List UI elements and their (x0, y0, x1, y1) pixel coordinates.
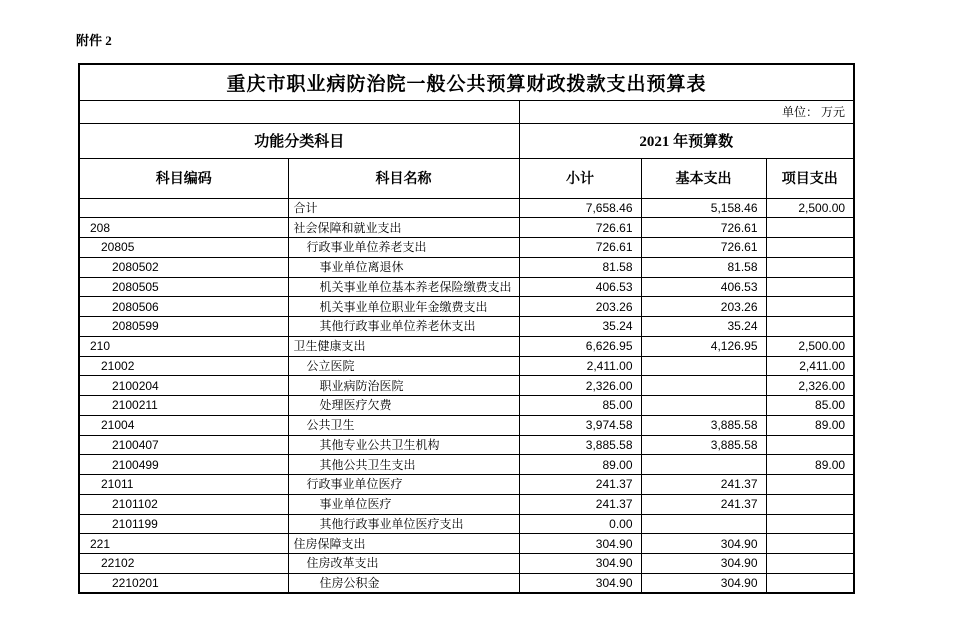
subject-code-cell: 2101199 (79, 514, 288, 534)
subtotal-cell: 2,411.00 (519, 356, 641, 376)
subject-name-cell: 其他专业公共卫生机构 (288, 435, 519, 455)
subject-code-cell: 22102 (79, 554, 288, 574)
basic-expense-cell: 5,158.46 (641, 198, 766, 218)
subject-code-cell: 2080599 (79, 317, 288, 337)
col-header-subject-code: 科目编码 (79, 158, 288, 198)
basic-expense-cell (641, 396, 766, 416)
basic-expense-cell: 726.61 (641, 218, 766, 238)
unit-row-empty-cell (79, 100, 519, 123)
table-row (79, 435, 854, 455)
subject-name-cell: 住房公积金 (288, 573, 519, 593)
subject-code-cell: 221 (79, 534, 288, 554)
basic-expense-cell: 81.58 (641, 257, 766, 277)
subject-name-cell: 机关事业单位基本养老保险缴费支出 (288, 277, 519, 297)
project-expense-cell (766, 475, 854, 495)
subtotal-cell: 3,974.58 (519, 415, 641, 435)
table-row (79, 218, 854, 238)
subtotal-cell: 6,626.95 (519, 336, 641, 356)
group-header-function-subjects: 功能分类科目 (79, 123, 519, 158)
subtotal-cell: 406.53 (519, 277, 641, 297)
subtotal-cell: 89.00 (519, 455, 641, 475)
table-row (79, 554, 854, 574)
project-expense-cell (766, 534, 854, 554)
subtotal-cell: 35.24 (519, 317, 641, 337)
project-expense-cell: 2,326.00 (766, 376, 854, 396)
subject-name-cell: 住房改革支出 (288, 554, 519, 574)
table-row (79, 376, 854, 396)
subtotal-cell: 0.00 (519, 514, 641, 534)
subject-name-cell: 公立医院 (288, 356, 519, 376)
basic-expense-cell (641, 514, 766, 534)
basic-expense-cell (641, 376, 766, 396)
project-expense-cell: 2,500.00 (766, 198, 854, 218)
subject-code-cell: 2080502 (79, 257, 288, 277)
subject-code-cell: 21004 (79, 415, 288, 435)
subtotal-cell: 3,885.58 (519, 435, 641, 455)
col-header-basic-expense: 基本支出 (641, 158, 766, 198)
basic-expense-cell: 241.37 (641, 475, 766, 495)
subject-code-cell: 21011 (79, 475, 288, 495)
subject-code-cell: 20805 (79, 238, 288, 258)
subtotal-cell: 7,658.46 (519, 198, 641, 218)
project-expense-cell: 2,500.00 (766, 336, 854, 356)
subject-code-cell: 2100499 (79, 455, 288, 475)
unit-note: 单位： 万元 (519, 100, 854, 123)
table-row (79, 455, 854, 475)
project-expense-cell: 85.00 (766, 396, 854, 416)
basic-expense-cell (641, 455, 766, 475)
subject-name-cell: 事业单位医疗 (288, 494, 519, 514)
project-expense-cell (766, 514, 854, 534)
project-expense-cell: 89.00 (766, 455, 854, 475)
subject-code-cell: 21002 (79, 356, 288, 376)
table-row (79, 336, 854, 356)
subject-code-cell (79, 198, 288, 218)
subject-name-cell: 社会保障和就业支出 (288, 218, 519, 238)
project-expense-cell (766, 573, 854, 593)
table-body-section (79, 198, 854, 593)
subtotal-cell: 85.00 (519, 396, 641, 416)
project-expense-cell (766, 218, 854, 238)
subject-code-cell: 2100407 (79, 435, 288, 455)
table-title-row (79, 64, 854, 100)
subject-name-cell: 机关事业单位职业年金缴费支出 (288, 297, 519, 317)
table-row (79, 475, 854, 495)
table-row (79, 317, 854, 337)
basic-expense-cell (641, 356, 766, 376)
project-expense-cell (766, 297, 854, 317)
budget-table (78, 63, 855, 594)
basic-expense-cell: 726.61 (641, 238, 766, 258)
basic-expense-cell: 241.37 (641, 494, 766, 514)
subject-name-cell: 住房保障支出 (288, 534, 519, 554)
project-expense-cell: 89.00 (766, 415, 854, 435)
subject-name-cell: 行政事业单位养老支出 (288, 238, 519, 258)
project-expense-cell (766, 238, 854, 258)
table-row (79, 415, 854, 435)
subject-name-cell: 卫生健康支出 (288, 336, 519, 356)
unit-row (79, 100, 854, 123)
table-header-section (79, 64, 854, 198)
basic-expense-cell: 304.90 (641, 554, 766, 574)
subtotal-cell: 304.90 (519, 534, 641, 554)
subtotal-cell: 241.37 (519, 494, 641, 514)
subject-code-cell: 2100211 (79, 396, 288, 416)
subject-code-cell: 210 (79, 336, 288, 356)
basic-expense-cell: 406.53 (641, 277, 766, 297)
subject-name-cell: 职业病防治医院 (288, 376, 519, 396)
project-expense-cell (766, 277, 854, 297)
project-expense-cell (766, 435, 854, 455)
column-header-row (79, 158, 854, 198)
basic-expense-cell: 304.90 (641, 573, 766, 593)
subject-code-cell: 208 (79, 218, 288, 238)
basic-expense-cell: 3,885.58 (641, 415, 766, 435)
table-row (79, 396, 854, 416)
subject-name-cell: 其他行政事业单位养老休支出 (288, 317, 519, 337)
basic-expense-cell: 203.26 (641, 297, 766, 317)
table-row (79, 356, 854, 376)
subject-code-cell: 2080505 (79, 277, 288, 297)
subtotal-cell: 304.90 (519, 573, 641, 593)
table-row (79, 297, 854, 317)
project-expense-cell: 2,411.00 (766, 356, 854, 376)
project-expense-cell (766, 257, 854, 277)
subject-name-cell: 合计 (288, 198, 519, 218)
subject-name-cell: 行政事业单位医疗 (288, 475, 519, 495)
table-row (79, 277, 854, 297)
table-row (79, 534, 854, 554)
subtotal-cell: 241.37 (519, 475, 641, 495)
subtotal-cell: 726.61 (519, 238, 641, 258)
subject-code-cell: 2100204 (79, 376, 288, 396)
subject-name-cell: 其他行政事业单位医疗支出 (288, 514, 519, 534)
subtotal-cell: 726.61 (519, 218, 641, 238)
subject-code-cell: 2101102 (79, 494, 288, 514)
basic-expense-cell: 4,126.95 (641, 336, 766, 356)
col-header-subtotal: 小计 (519, 158, 641, 198)
table-row (79, 257, 854, 277)
table-title: 重庆市职业病防治院一般公共预算财政拨款支出预算表 (79, 64, 854, 100)
project-expense-cell (766, 554, 854, 574)
table-row (79, 514, 854, 534)
group-header-budget-2021: 2021 年预算数 (519, 123, 854, 158)
group-header-row (79, 123, 854, 158)
subject-name-cell: 其他公共卫生支出 (288, 455, 519, 475)
subtotal-cell: 2,326.00 (519, 376, 641, 396)
subject-name-cell: 处理医疗欠费 (288, 396, 519, 416)
table-row (79, 238, 854, 258)
table-row (79, 494, 854, 514)
basic-expense-cell: 3,885.58 (641, 435, 766, 455)
project-expense-cell (766, 317, 854, 337)
subtotal-cell: 304.90 (519, 554, 641, 574)
attachment-label: 附件 2 (76, 33, 112, 48)
subject-code-cell: 2210201 (79, 573, 288, 593)
col-header-subject-name: 科目名称 (288, 158, 519, 198)
basic-expense-cell: 35.24 (641, 317, 766, 337)
subtotal-cell: 203.26 (519, 297, 641, 317)
subject-code-cell: 2080506 (79, 297, 288, 317)
table-row (79, 198, 854, 218)
subject-name-cell: 事业单位离退休 (288, 257, 519, 277)
subject-name-cell: 公共卫生 (288, 415, 519, 435)
subtotal-cell: 81.58 (519, 257, 641, 277)
project-expense-cell (766, 494, 854, 514)
table-row (79, 573, 854, 593)
col-header-project-expense: 项目支出 (766, 158, 854, 198)
basic-expense-cell: 304.90 (641, 534, 766, 554)
